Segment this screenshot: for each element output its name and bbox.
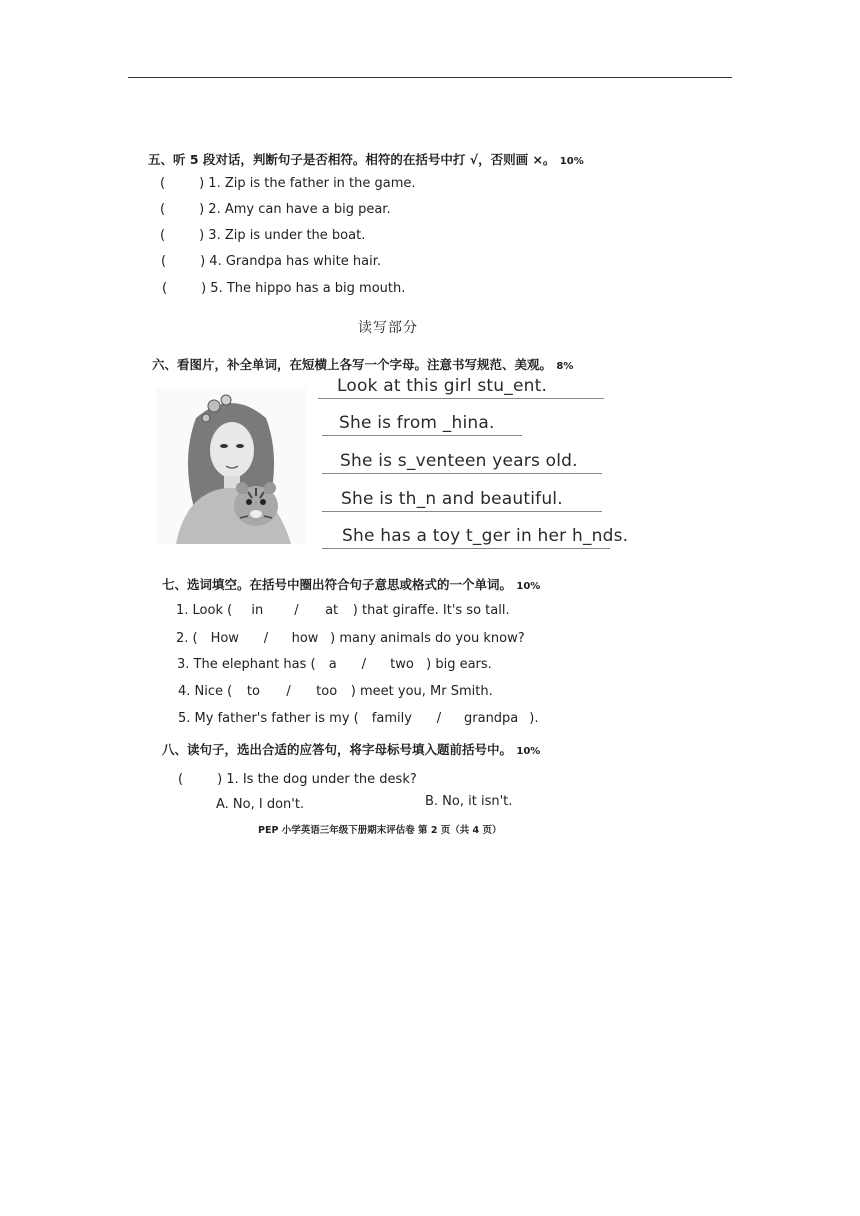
section6-heading — [152, 355, 573, 373]
section8-heading-text: 八、读句子，选出合适的应答句，将字母标号填入题前括号中。 — [162, 742, 513, 757]
choice-option-2[interactable]: grandpa — [464, 711, 519, 726]
choice-option-2[interactable]: how — [291, 631, 319, 646]
writing-baseline-2 — [322, 435, 522, 436]
close-paren: ) — [201, 281, 207, 296]
page-footer: PEP 小学英语三年级下册期末评估卷 第 2 页（共 4 页） — [258, 825, 502, 836]
answer-option-b: B. No, it isn't. — [425, 794, 513, 809]
choice-option-2[interactable]: two — [390, 657, 414, 672]
section6-heading-text: 六、看图片，补全单词，在短横上各写一个字母。注意书写规范、美观。 — [152, 357, 553, 372]
section5-item-3 — [160, 228, 365, 243]
writing-line-4: She is th_n and beautiful. — [341, 489, 563, 509]
writing-baseline-3 — [322, 473, 602, 474]
close-paren: ) — [217, 772, 223, 787]
writing-line-3: She is s_venteen years old. — [340, 451, 578, 471]
choice-option-1[interactable]: to — [246, 684, 260, 699]
choice-option-1[interactable]: How — [210, 631, 239, 646]
top-rule — [128, 77, 732, 78]
section5-item-4 — [161, 254, 381, 269]
writing-baseline-5 — [322, 548, 610, 549]
section7-item-1 — [176, 603, 510, 618]
close-paren: ) — [199, 202, 205, 217]
section8-heading — [162, 740, 540, 758]
item-suffix: ) many animals do you know? — [330, 631, 525, 646]
choice-option-1[interactable]: a — [328, 657, 337, 672]
open-paren: ( — [160, 176, 166, 191]
section5-percent: 10% — [559, 156, 584, 167]
section5-item-5 — [162, 281, 405, 296]
item-prefix: 5. My father's father is my ( — [178, 711, 359, 726]
writing-baseline-4 — [322, 511, 602, 512]
choice-separator: / — [286, 684, 291, 699]
item-suffix: ) meet you, Mr Smith. — [350, 684, 493, 699]
section8-item-1 — [178, 772, 417, 787]
girl-with-tiger-illustration — [156, 388, 306, 544]
item-suffix: ). — [529, 711, 539, 726]
item-suffix: ) big ears. — [426, 657, 492, 672]
item-text: 5. The hippo has a big mouth. — [210, 281, 406, 296]
writing-line-2: She is from _hina. — [339, 413, 495, 433]
open-paren: ( — [162, 281, 168, 296]
item-prefix: 1. Look ( — [176, 603, 233, 618]
section5-heading — [148, 150, 584, 168]
choice-separator: / — [263, 631, 269, 646]
section7-item-5 — [178, 711, 539, 726]
item-prefix: 4. Nice ( — [178, 684, 233, 699]
open-paren: ( — [178, 772, 184, 787]
choice-option-2[interactable]: at — [325, 603, 339, 618]
item-text: 4. Grandpa has white hair. — [209, 254, 381, 269]
section7-heading — [162, 575, 540, 593]
section7-heading-text: 七、选词填空。在括号中圈出符合句子意思或格式的一个单词。 — [162, 577, 513, 592]
open-paren: ( — [161, 254, 167, 269]
section6-percent: 8% — [556, 361, 574, 372]
close-paren: ) — [200, 254, 206, 269]
open-paren: ( — [160, 228, 166, 243]
item-prefix: 2. ( — [176, 631, 198, 646]
choice-separator: / — [294, 603, 299, 618]
item-text: 3. Zip is under the boat. — [208, 228, 366, 243]
section5-heading-text: 五、听 5 段对话，判断句子是否相符。相符的在括号中打 √，否则画 ×。 — [148, 152, 556, 167]
answer-option-a: A. No, I don't. — [216, 797, 305, 812]
close-paren: ) — [199, 228, 205, 243]
section5-item-1 — [160, 176, 416, 191]
item-text: 2. Amy can have a big pear. — [208, 202, 391, 217]
item-text: 1. Zip is the father in the game. — [208, 176, 416, 191]
writing-line-1: Look at this girl stu_ent. — [337, 376, 548, 396]
writing-line-5: She has a toy t_ger in her h_nds. — [342, 526, 629, 546]
section7-item-3 — [177, 657, 492, 672]
section5-item-2 — [160, 202, 391, 217]
girl-tiger-image-icon — [156, 388, 306, 544]
choice-separator: / — [361, 657, 367, 672]
choice-option-1[interactable]: family — [371, 711, 412, 726]
section7-item-2 — [176, 631, 525, 646]
item-prefix: 3. The elephant has ( — [177, 657, 316, 672]
reading-writing-title: 读写部分 — [358, 320, 418, 336]
item-suffix: ) that giraffe. It's so tall. — [352, 603, 510, 618]
writing-baseline-1 — [318, 398, 604, 399]
close-paren: ) — [199, 176, 205, 191]
section7-percent: 10% — [516, 581, 541, 592]
choice-separator: / — [436, 711, 442, 726]
item-text: 1. Is the dog under the desk? — [226, 772, 417, 787]
choice-option-2[interactable]: too — [316, 684, 338, 699]
section7-item-4 — [178, 684, 493, 699]
choice-option-1[interactable]: in — [251, 603, 264, 618]
section8-percent: 10% — [516, 746, 541, 757]
open-paren: ( — [160, 202, 166, 217]
